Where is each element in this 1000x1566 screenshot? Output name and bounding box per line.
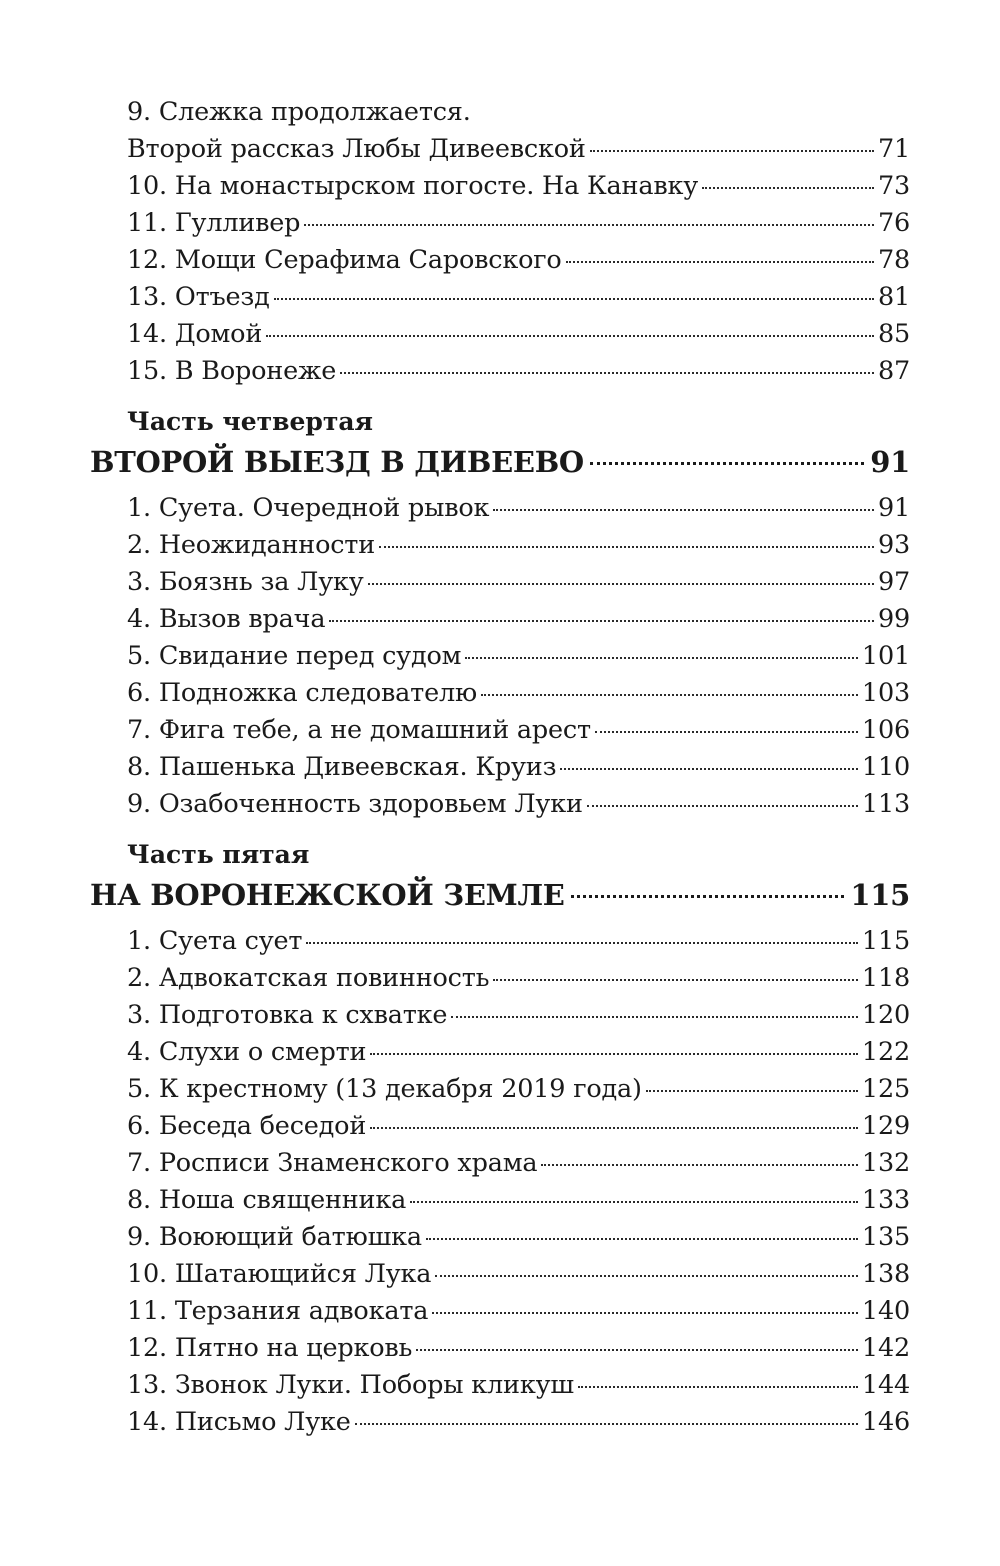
toc-entry[interactable] xyxy=(90,527,910,564)
toc-entry-label: 12. Пятно на церковь xyxy=(127,1333,413,1363)
toc-entry[interactable] xyxy=(90,279,910,316)
dot-leader xyxy=(481,694,858,696)
toc-entry-label: 15. В Воронеже xyxy=(127,356,337,386)
toc-entry[interactable] xyxy=(90,1219,910,1256)
toc-entry[interactable] xyxy=(90,1330,910,1367)
toc-entry-label: Второй рассказ Любы Дивеевской xyxy=(127,134,586,164)
toc-entry-page-number: 97 xyxy=(877,567,910,597)
toc-entry-label: 9. Озабоченность здоровьем Луки xyxy=(127,789,583,819)
toc-entry-page-number: 71 xyxy=(877,134,910,164)
toc-entry[interactable] xyxy=(90,1256,910,1293)
toc-entry[interactable] xyxy=(90,1145,910,1182)
toc-entry[interactable] xyxy=(90,131,910,168)
part5-title: НА ВОРОНЕЖСКОЙ ЗЕМЛЕ xyxy=(90,878,565,912)
toc-entry[interactable] xyxy=(90,490,910,527)
toc-entry-page-number: 110 xyxy=(861,752,910,782)
intro-entry-list xyxy=(90,131,910,390)
toc-entry[interactable] xyxy=(90,997,910,1034)
dot-leader xyxy=(410,1201,858,1203)
toc-entry-page-number: 142 xyxy=(861,1333,910,1363)
toc-entry-page-number: 91 xyxy=(877,493,910,523)
dot-leader xyxy=(566,261,874,263)
toc-entry-page-number: 113 xyxy=(861,789,910,819)
toc-entry[interactable] xyxy=(90,1182,910,1219)
toc-entry-page-number: 101 xyxy=(861,641,910,671)
toc-entry-label: 2. Неожиданности xyxy=(127,530,376,560)
toc-entry-page-number: 132 xyxy=(861,1148,910,1178)
toc-entry-page-number: 73 xyxy=(877,171,910,201)
dot-leader xyxy=(493,509,874,511)
toc-entry[interactable] xyxy=(90,675,910,712)
dot-leader xyxy=(587,805,858,807)
dot-leader xyxy=(435,1275,858,1277)
dot-leader xyxy=(465,657,858,659)
toc-entry[interactable] xyxy=(90,316,910,353)
toc-entry[interactable] xyxy=(90,1108,910,1145)
toc-entry-label: 8. Ноша священника xyxy=(127,1185,407,1215)
toc-entry-page-number: 146 xyxy=(861,1407,910,1437)
table-of-contents xyxy=(90,94,910,1441)
toc-entry[interactable] xyxy=(90,1034,910,1071)
dot-leader xyxy=(646,1090,858,1092)
dot-leader xyxy=(266,335,874,337)
toc-entry-page-number: 99 xyxy=(877,604,910,634)
dot-leader xyxy=(306,942,858,944)
toc-entry-page-number: 122 xyxy=(861,1037,910,1067)
toc-entry-label: 6. Беседа беседой xyxy=(127,1111,367,1141)
toc-entry-page-number: 133 xyxy=(861,1185,910,1215)
dot-leader xyxy=(379,546,874,548)
toc-entry-label: 1. Суета сует xyxy=(127,926,303,956)
toc-entry[interactable] xyxy=(90,1071,910,1108)
toc-entry-label: 1. Суета. Очередной рывок xyxy=(127,493,490,523)
toc-entry-page-number: 78 xyxy=(877,245,910,275)
toc-entry-page-number: 87 xyxy=(877,356,910,386)
part4-section xyxy=(90,404,910,823)
toc-entry-page-number: 120 xyxy=(861,1000,910,1030)
toc-entry[interactable] xyxy=(90,923,910,960)
toc-entry[interactable] xyxy=(90,786,910,823)
toc-continuation-line xyxy=(90,94,910,131)
part4-title-row[interactable] xyxy=(90,440,910,484)
toc-entry-page-number: 93 xyxy=(877,530,910,560)
toc-entry[interactable] xyxy=(90,749,910,786)
toc-entry-page-number: 144 xyxy=(861,1370,910,1400)
part4-title: ВТОРОЙ ВЫЕЗД В ДИВЕЕВО xyxy=(90,445,584,479)
toc-entry[interactable] xyxy=(90,564,910,601)
dot-leader xyxy=(416,1349,858,1351)
toc-entry-page-number: 76 xyxy=(877,208,910,238)
part5-page-number: 115 xyxy=(850,878,910,912)
toc-entry-label: 14. Письмо Луке xyxy=(127,1407,351,1437)
toc-entry-page-number: 135 xyxy=(861,1222,910,1252)
part5-entry-list xyxy=(90,923,910,1441)
part4-page-number: 91 xyxy=(870,445,910,479)
toc-entry-label: 10. Шатающийся Лука xyxy=(127,1259,432,1289)
dot-leader xyxy=(304,224,874,226)
toc-entry-label: 9. Слежка продолжается. xyxy=(127,97,471,127)
part5-label: Часть пятая xyxy=(127,840,310,869)
toc-entry[interactable] xyxy=(90,1367,910,1404)
toc-entry-label: 9. Воюющий батюшка xyxy=(127,1222,422,1252)
dot-leader xyxy=(368,583,874,585)
intro-section xyxy=(90,94,910,390)
dot-leader xyxy=(493,979,858,981)
toc-entry-label: 3. Боязнь за Луку xyxy=(127,567,364,597)
toc-entry-page-number: 140 xyxy=(861,1296,910,1326)
toc-entry[interactable] xyxy=(90,242,910,279)
toc-entry-page-number: 118 xyxy=(861,963,910,993)
toc-entry-label: 13. Отъезд xyxy=(127,282,270,312)
toc-entry-label: 8. Пашенька Дивеевская. Круиз xyxy=(127,752,557,782)
toc-entry-label: 7. Росписи Знаменского храма xyxy=(127,1148,538,1178)
toc-entry[interactable] xyxy=(90,1293,910,1330)
part5-title-row[interactable] xyxy=(90,873,910,917)
toc-entry-label: 10. На монастырском погосте. На Канавку xyxy=(127,171,699,201)
toc-entry-label: 4. Слухи о смерти xyxy=(127,1037,367,1067)
toc-entry[interactable] xyxy=(90,638,910,675)
toc-entry[interactable] xyxy=(90,960,910,997)
toc-entry[interactable] xyxy=(90,205,910,242)
dot-leader xyxy=(578,1386,858,1388)
toc-entry[interactable] xyxy=(90,601,910,638)
toc-entry-label: 5. Свидание перед судом xyxy=(127,641,462,671)
toc-entry-label: 7. Фига тебе, а не домашний арест xyxy=(127,715,591,745)
dot-leader xyxy=(432,1312,858,1314)
dot-leader xyxy=(590,462,864,465)
toc-entry[interactable] xyxy=(90,712,910,749)
toc-entry-label: 2. Адвокатская повинность xyxy=(127,963,490,993)
part5-section xyxy=(90,837,910,1441)
dot-leader xyxy=(340,372,874,374)
toc-entry[interactable] xyxy=(90,353,910,390)
toc-entry-page-number: 85 xyxy=(877,319,910,349)
dot-leader xyxy=(590,150,874,152)
toc-entry-label: 3. Подготовка к схватке xyxy=(127,1000,448,1030)
toc-entry-page-number: 106 xyxy=(861,715,910,745)
dot-leader xyxy=(329,620,874,622)
toc-entry-page-number: 81 xyxy=(877,282,910,312)
dot-leader xyxy=(426,1238,858,1240)
toc-entry-page-number: 125 xyxy=(861,1074,910,1104)
toc-entry-page-number: 129 xyxy=(861,1111,910,1141)
dot-leader xyxy=(571,895,845,898)
toc-entry-label: 4. Вызов врача xyxy=(127,604,326,634)
dot-leader xyxy=(355,1423,858,1425)
toc-entry[interactable] xyxy=(90,168,910,205)
toc-entry-label: 14. Домой xyxy=(127,319,263,349)
toc-entry-page-number: 138 xyxy=(861,1259,910,1289)
dot-leader xyxy=(560,768,858,770)
dot-leader xyxy=(541,1164,858,1166)
dot-leader xyxy=(702,187,874,189)
dot-leader xyxy=(274,298,874,300)
toc-entry-page-number: 115 xyxy=(861,926,910,956)
toc-entry-label: 12. Мощи Серафима Саровского xyxy=(127,245,562,275)
toc-entry-label: 11. Терзания адвоката xyxy=(127,1296,429,1326)
toc-entry-label: 13. Звонок Луки. Поборы кликуш xyxy=(127,1370,574,1400)
dot-leader xyxy=(370,1053,858,1055)
toc-entry-label: 11. Гулливер xyxy=(127,208,301,238)
toc-entry-page-number: 103 xyxy=(861,678,910,708)
dot-leader xyxy=(451,1016,858,1018)
toc-entry[interactable] xyxy=(90,1404,910,1441)
dot-leader xyxy=(370,1127,858,1129)
toc-entry-label: 6. Подножка следователю xyxy=(127,678,477,708)
part4-label: Часть четвертая xyxy=(127,407,374,436)
dot-leader xyxy=(595,731,858,733)
part4-entry-list xyxy=(90,490,910,823)
toc-entry-label: 5. К крестному (13 декабря 2019 года) xyxy=(127,1074,642,1104)
